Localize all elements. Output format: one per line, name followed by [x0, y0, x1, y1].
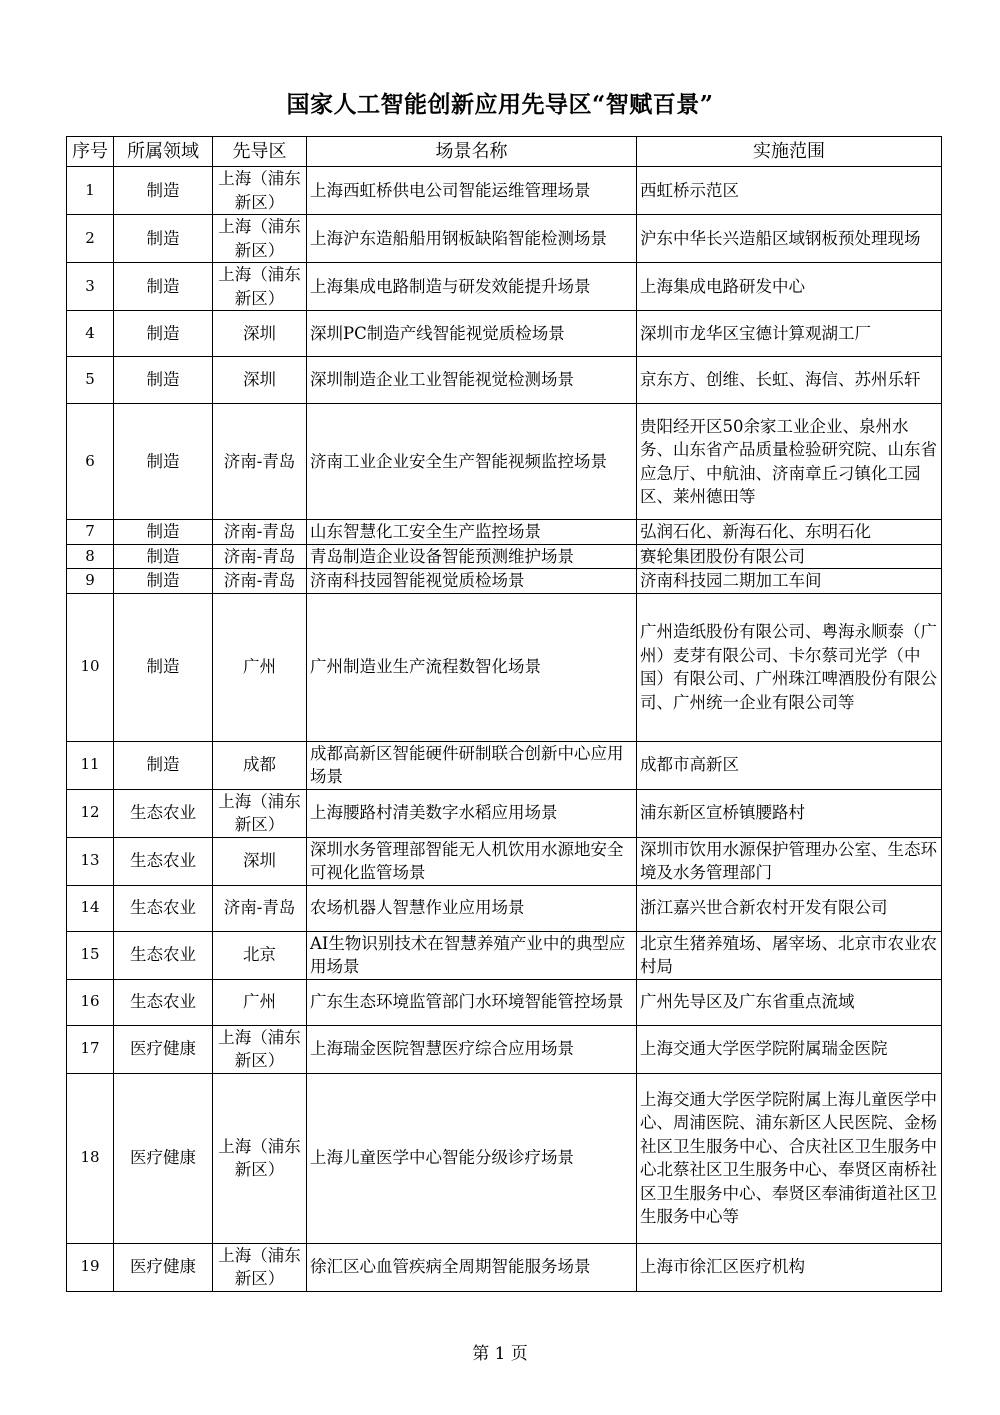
row-scene-name: 上海西虹桥供电公司智能运维管理场景	[307, 167, 637, 215]
row-scene-name: 农场机器人智慧作业应用场景	[307, 885, 637, 931]
row-scope: 西虹桥示范区	[637, 167, 942, 215]
table-row	[67, 1073, 942, 1243]
row-zone: 济南-青岛	[213, 520, 307, 545]
row-zone: 广州	[213, 593, 307, 741]
row-zone: 济南-青岛	[213, 885, 307, 931]
table-row	[67, 979, 942, 1025]
row-number: 15	[67, 931, 114, 979]
table-body	[67, 167, 942, 1292]
row-scope: 广州造纸股份有限公司、粤海永顺泰（广州）麦芽有限公司、卡尔蔡司光学（中国）有限公司、广州珠江啤酒股份有限公司、广州统一企业有限公司等	[637, 593, 942, 741]
row-number: 2	[67, 215, 114, 263]
row-scene-name: 深圳制造企业工业智能视觉检测场景	[307, 357, 637, 404]
row-scope: 深圳市龙华区宝德计算观湖工厂	[637, 311, 942, 357]
row-zone: 上海（浦东新区）	[213, 167, 307, 215]
row-scope: 深圳市饮用水源保护管理办公室、生态环境及水务管理部门	[637, 837, 942, 885]
row-zone: 济南-青岛	[213, 544, 307, 569]
column-header-scope: 实施范围	[637, 137, 942, 167]
row-number: 12	[67, 789, 114, 837]
row-scope: 沪东中华长兴造船区域钢板预处理现场	[637, 215, 942, 263]
row-number: 17	[67, 1025, 114, 1073]
row-field: 制造	[114, 404, 213, 520]
row-zone: 深圳	[213, 357, 307, 404]
table-row	[67, 885, 942, 931]
row-scene-name: 成都高新区智能硬件研制联合创新中心应用场景	[307, 741, 637, 789]
row-field: 医疗健康	[114, 1243, 213, 1291]
row-field: 生态农业	[114, 979, 213, 1025]
row-zone: 深圳	[213, 311, 307, 357]
row-scope: 济南科技园二期加工车间	[637, 569, 942, 594]
document-title: 国家人工智能创新应用先导区“智赋百景”	[286, 91, 714, 118]
row-scope: 贵阳经开区50余家工业企业、泉州水务、山东省产品质量检验研究院、山东省应急厅、中航油、济南章丘刁镇化工园区、莱州德田等	[637, 404, 942, 520]
row-zone: 上海（浦东新区）	[213, 215, 307, 263]
row-scope: 上海市徐汇区医疗机构	[637, 1243, 942, 1291]
table-row	[67, 263, 942, 311]
row-scene-name: 上海儿童医学中心智能分级诊疗场景	[307, 1073, 637, 1243]
row-number: 18	[67, 1073, 114, 1243]
row-field: 生态农业	[114, 885, 213, 931]
row-number: 19	[67, 1243, 114, 1291]
row-scene-name: AI生物识别技术在智慧养殖产业中的典型应用场景	[307, 931, 637, 979]
row-scene-name: 山东智慧化工安全生产监控场景	[307, 520, 637, 545]
table-row	[67, 931, 942, 979]
row-scene-name: 广州制造业生产流程数智化场景	[307, 593, 637, 741]
row-field: 制造	[114, 741, 213, 789]
row-zone: 上海（浦东新区）	[213, 1073, 307, 1243]
row-zone: 上海（浦东新区）	[213, 789, 307, 837]
table-row	[67, 593, 942, 741]
row-field: 制造	[114, 167, 213, 215]
row-zone: 上海（浦东新区）	[213, 1243, 307, 1291]
row-scope: 北京生猪养殖场、屠宰场、北京市农业农村局	[637, 931, 942, 979]
row-scope: 弘润石化、新海石化、东明石化	[637, 520, 942, 545]
row-zone: 成都	[213, 741, 307, 789]
row-field: 制造	[114, 544, 213, 569]
column-header-no: 序号	[67, 137, 114, 167]
table-row	[67, 569, 942, 594]
row-scene-name: 济南工业企业安全生产智能视频监控场景	[307, 404, 637, 520]
table-row	[67, 1243, 942, 1291]
row-scene-name: 上海集成电路制造与研发效能提升场景	[307, 263, 637, 311]
column-header-zone: 先导区	[213, 137, 307, 167]
row-field: 制造	[114, 215, 213, 263]
row-scene-name: 深圳水务管理部智能无人机饮用水源地安全可视化监管场景	[307, 837, 637, 885]
row-scene-name: 青岛制造企业设备智能预测维护场景	[307, 544, 637, 569]
table-row	[67, 311, 942, 357]
row-field: 生态农业	[114, 837, 213, 885]
row-scope: 上海交通大学医学院附属瑞金医院	[637, 1025, 942, 1073]
row-scope: 成都市高新区	[637, 741, 942, 789]
row-scope: 浙江嘉兴世合新农村开发有限公司	[637, 885, 942, 931]
row-number: 4	[67, 311, 114, 357]
row-number: 10	[67, 593, 114, 741]
row-scope: 广州先导区及广东省重点流域	[637, 979, 942, 1025]
row-scope: 京东方、创维、长虹、海信、苏州乐轩	[637, 357, 942, 404]
row-number: 14	[67, 885, 114, 931]
column-header-scene: 场景名称	[307, 137, 637, 167]
row-field: 制造	[114, 357, 213, 404]
table-header-row	[67, 137, 942, 167]
row-number: 1	[67, 167, 114, 215]
table-row	[67, 544, 942, 569]
scenario-table	[66, 136, 942, 1292]
row-scope: 上海交通大学医学院附属上海儿童医学中心、周浦医院、浦东新区人民医院、金杨社区卫生服务中心、合庆社区卫生服务中心北蔡社区卫生服务中心、奉贤区南桥社区卫生服务中心、奉贤区奉浦街道社区卫生服务中心等	[637, 1073, 942, 1243]
table-row	[67, 404, 942, 520]
row-scope: 上海集成电路研发中心	[637, 263, 942, 311]
row-number: 13	[67, 837, 114, 885]
row-number: 11	[67, 741, 114, 789]
row-field: 制造	[114, 263, 213, 311]
row-scene-name: 上海沪东造船船用钢板缺陷智能检测场景	[307, 215, 637, 263]
row-scene-name: 广东生态环境监管部门水环境智能管控场景	[307, 979, 637, 1025]
row-number: 7	[67, 520, 114, 545]
row-scene-name: 徐汇区心血管疾病全周期智能服务场景	[307, 1243, 637, 1291]
row-number: 9	[67, 569, 114, 594]
row-zone: 深圳	[213, 837, 307, 885]
table-row	[67, 741, 942, 789]
row-zone: 上海（浦东新区）	[213, 1025, 307, 1073]
row-field: 医疗健康	[114, 1025, 213, 1073]
row-zone: 北京	[213, 931, 307, 979]
row-scope: 赛轮集团股份有限公司	[637, 544, 942, 569]
row-zone: 济南-青岛	[213, 569, 307, 594]
row-scene-name: 上海腰路村清美数字水稻应用场景	[307, 789, 637, 837]
table-row	[67, 520, 942, 545]
row-number: 16	[67, 979, 114, 1025]
table-row	[67, 215, 942, 263]
row-field: 生态农业	[114, 789, 213, 837]
row-number: 6	[67, 404, 114, 520]
row-field: 医疗健康	[114, 1073, 213, 1243]
row-number: 8	[67, 544, 114, 569]
table-row	[67, 357, 942, 404]
row-zone: 济南-青岛	[213, 404, 307, 520]
row-scene-name: 深圳PC制造产线智能视觉质检场景	[307, 311, 637, 357]
row-field: 生态农业	[114, 931, 213, 979]
table-row	[67, 167, 942, 215]
page-number: 第 1 页	[472, 1344, 528, 1364]
row-scope: 浦东新区宣桥镇腰路村	[637, 789, 942, 837]
row-zone: 广州	[213, 979, 307, 1025]
row-scene-name: 上海瑞金医院智慧医疗综合应用场景	[307, 1025, 637, 1073]
row-zone: 上海（浦东新区）	[213, 263, 307, 311]
column-header-field: 所属领域	[114, 137, 213, 167]
row-field: 制造	[114, 520, 213, 545]
row-number: 3	[67, 263, 114, 311]
table-row	[67, 837, 942, 885]
table-row	[67, 1025, 942, 1073]
row-field: 制造	[114, 569, 213, 594]
row-field: 制造	[114, 593, 213, 741]
row-field: 制造	[114, 311, 213, 357]
row-scene-name: 济南科技园智能视觉质检场景	[307, 569, 637, 594]
row-number: 5	[67, 357, 114, 404]
table-row	[67, 789, 942, 837]
